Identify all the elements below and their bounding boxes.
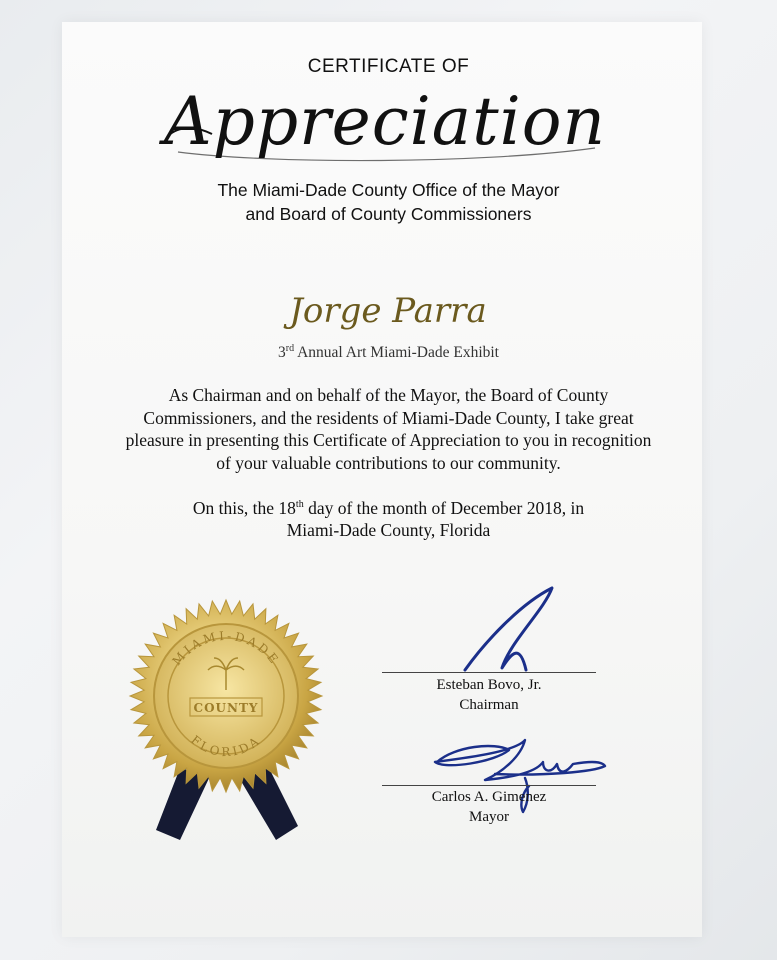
event-ordinal-suffix: rd xyxy=(285,343,295,354)
date-suffix: th xyxy=(295,499,304,510)
chairman-signature-line xyxy=(382,672,596,673)
date-prefix: On this, the 18 xyxy=(192,497,296,518)
certificate-date xyxy=(0,494,777,542)
recipient-name xyxy=(268,282,508,342)
mayor-signature-line xyxy=(382,785,596,786)
body-line: As Chairman and on behalf of the Mayor, the Board of County xyxy=(168,385,609,405)
issuing-office xyxy=(0,178,777,226)
event-ordinal: 3 xyxy=(277,344,286,362)
chairman-title: Chairman xyxy=(459,697,519,713)
chairman-name: Esteban Bovo, Jr. xyxy=(436,677,542,693)
date-rest: day of the month of December 2018, in xyxy=(303,497,585,518)
seal-top-text: MIAMI-DADE xyxy=(169,628,283,669)
office-line-2: and Board of County Commissioners xyxy=(245,204,532,224)
gold-seal xyxy=(118,590,338,840)
date-line-2: Miami-Dade County, Florida xyxy=(286,520,491,541)
event-title: Annual Art Miami-Dade Exhibit xyxy=(294,344,499,362)
date-line-1 xyxy=(0,494,777,519)
chairman-signature xyxy=(440,582,570,682)
seal-bottom-text: FLORIDA xyxy=(188,732,264,760)
office-line-1: The Miami-Dade County Office of the Mayor xyxy=(217,180,560,200)
body-line: Commissioners, and the residents of Miami-Dade County, I take great xyxy=(143,407,634,428)
seal-middle-text: COUNTY xyxy=(193,701,259,715)
recipient-name-text: Jorge Parra xyxy=(289,291,487,331)
event-name xyxy=(0,343,777,362)
body-line: of your valuable contributions to our community. xyxy=(216,452,561,473)
certificate-title xyxy=(150,72,620,182)
mayor-block xyxy=(382,787,596,827)
certificate-heading: CERTIFICATE OF xyxy=(307,56,470,77)
certificate-body xyxy=(0,384,777,474)
mayor-name: Carlos A. Gimenez xyxy=(431,789,547,805)
certificate-title-text: Appreciation xyxy=(163,83,607,160)
body-line: pleasure in presenting this Certificate of Appreciation to you in recognition xyxy=(125,430,652,450)
chairman-block xyxy=(382,675,596,715)
mayor-title: Mayor xyxy=(469,809,509,825)
